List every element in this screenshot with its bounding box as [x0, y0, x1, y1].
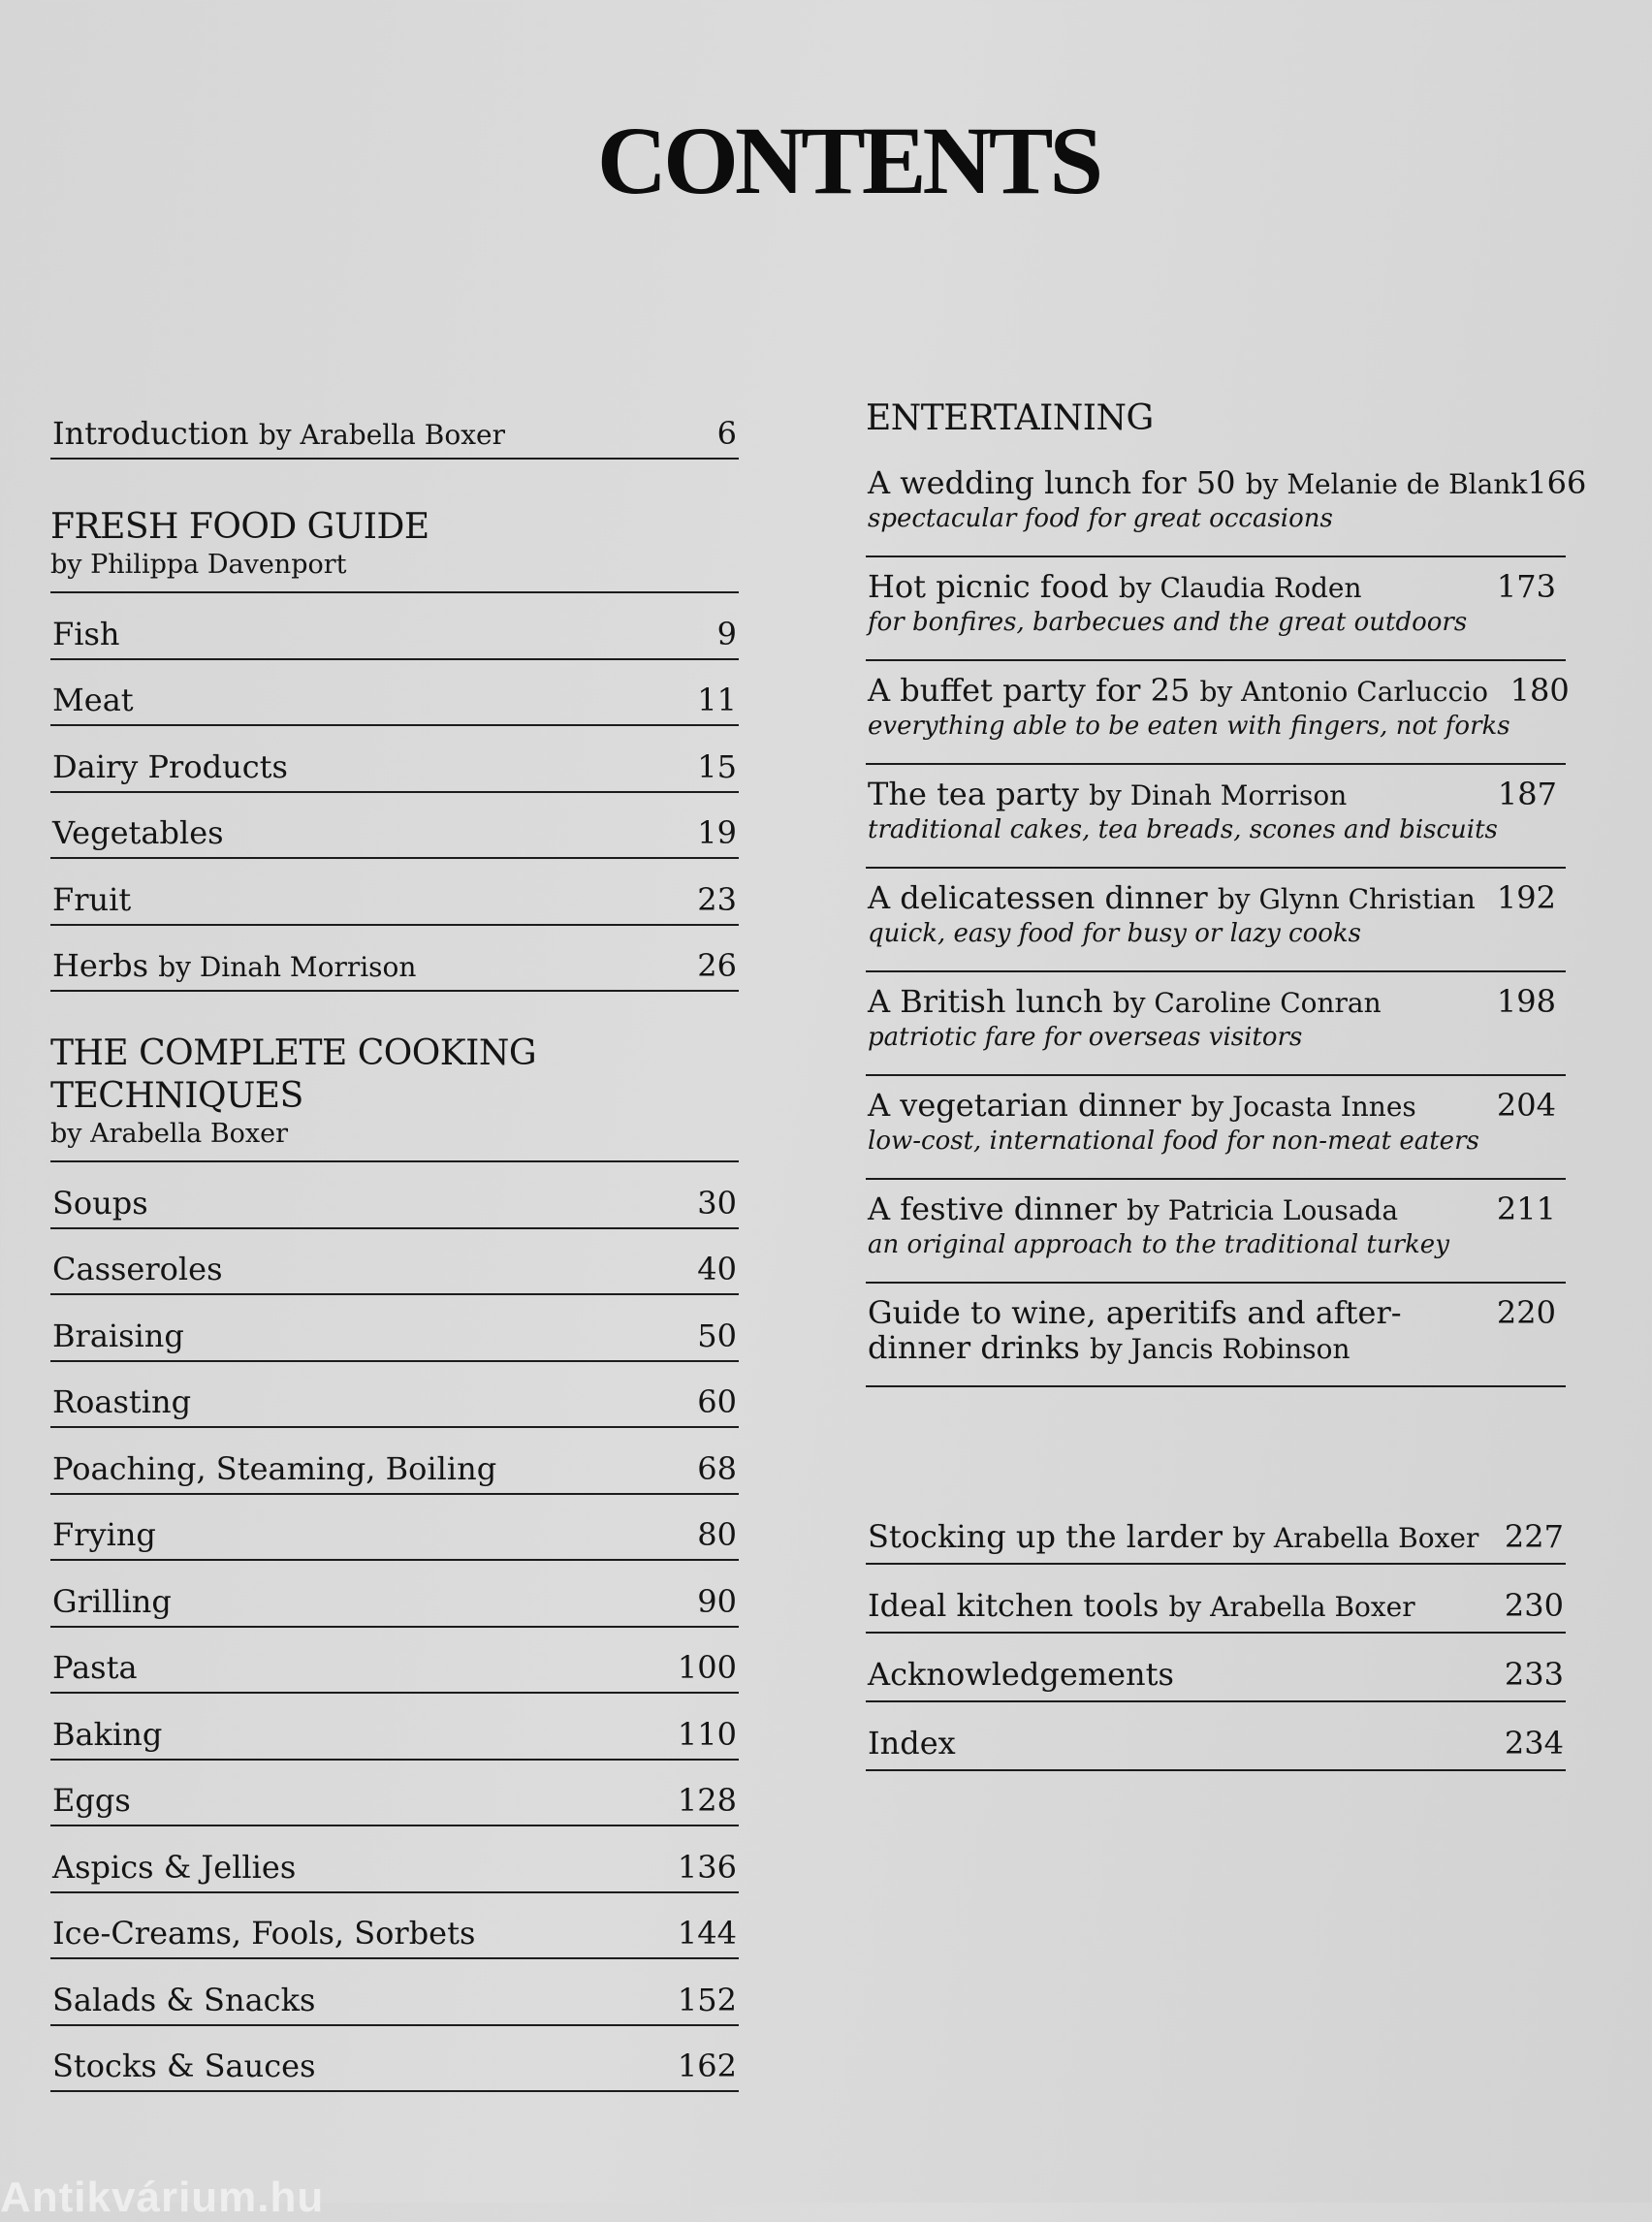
page-number: 80	[697, 1516, 737, 1553]
page-number: 152	[677, 1981, 737, 2018]
entry-title: Herbs	[52, 947, 149, 984]
toc-entry[interactable]	[50, 1628, 739, 1695]
entry-title: Stocking up the larder	[868, 1518, 1223, 1555]
page-number: 60	[697, 1383, 737, 1420]
entry-title: Ice-Creams, Fools, Sorbets	[52, 1915, 476, 1952]
entry-title: Acknowledgements	[868, 1656, 1174, 1693]
toc-entry[interactable]	[50, 1162, 739, 1229]
section-author: by Arabella Boxer	[50, 1119, 289, 1149]
toc-entry[interactable]	[50, 1694, 739, 1761]
entry-author: by Dinah Morrison	[1089, 779, 1348, 811]
page-number: 40	[697, 1251, 737, 1287]
section-heading: FRESH FOOD GUIDE	[50, 507, 429, 547]
page-number: 50	[697, 1317, 737, 1354]
page-number: 233	[1504, 1656, 1564, 1693]
toc-entry[interactable]	[50, 1761, 739, 1827]
toc-entry[interactable]	[50, 593, 739, 660]
toc-entry-entertaining[interactable]	[866, 454, 1587, 557]
entry-title: Hot picnic food	[868, 568, 1109, 605]
entry-title: Eggs	[52, 1782, 131, 1819]
page-number: 26	[697, 947, 737, 984]
entry-title: Frying	[52, 1516, 156, 1553]
page-number: 204	[1496, 1087, 1556, 1124]
watermark: Antikvárium.hu	[0, 2174, 325, 2221]
toc-entry[interactable]	[50, 1362, 739, 1429]
toc-entry-entertaining[interactable]	[866, 1076, 1566, 1180]
entry-title: A vegetarian dinner	[868, 1087, 1182, 1124]
toc-entry[interactable]	[50, 1428, 739, 1495]
entry-title: Aspics & Jellies	[52, 1848, 297, 1886]
entry-title: Fruit	[52, 880, 132, 918]
page-number: 227	[1504, 1518, 1564, 1555]
entry-author: by Antonio Carluccio	[1199, 676, 1488, 708]
page-number: 100	[677, 1649, 737, 1686]
page-number: 144	[677, 1915, 737, 1952]
toc-entry-entertaining[interactable]	[866, 661, 1570, 765]
toc-entry-entertaining[interactable]	[866, 765, 1566, 869]
toc-entry-entertaining[interactable]	[866, 557, 1566, 661]
entry-title: A delicatessen dinner	[868, 879, 1208, 916]
page-number: 6	[716, 415, 737, 452]
toc-entry[interactable]	[50, 1959, 739, 2026]
right-column	[866, 397, 1587, 1771]
page-number: 192	[1496, 879, 1556, 916]
entry-author: by Dinah Morrison	[158, 951, 417, 983]
entry-title: Guide to wine, aperitifs and after-dinner drinks	[868, 1294, 1402, 1366]
page-number: 9	[716, 615, 737, 652]
entry-title: Poaching, Steaming, Boiling	[52, 1449, 497, 1487]
entry-title: Vegetables	[52, 814, 224, 851]
page-number: 11	[697, 682, 737, 718]
page-number: 90	[697, 1582, 737, 1620]
entry-title: Introduction	[52, 415, 249, 452]
toc-entry[interactable]	[50, 1561, 739, 1628]
entry-title: A festive dinner	[868, 1190, 1117, 1227]
entry-title: A British lunch	[868, 983, 1103, 1020]
page-number: 30	[697, 1184, 737, 1222]
entry-title: Fish	[52, 615, 120, 652]
page-number: 173	[1496, 568, 1556, 605]
entry-description: quick, easy food for busy or lazy cooks	[868, 919, 1362, 948]
entry-author: by Arabella Boxer	[1168, 1591, 1415, 1623]
entry-title: Ideal kitchen tools	[868, 1587, 1160, 1624]
page-title: CONTENTS	[596, 107, 1100, 214]
page-number: 166	[1527, 464, 1587, 501]
page-number: 68	[697, 1449, 737, 1487]
toc-entry[interactable]	[866, 1702, 1566, 1771]
toc-entry-entertaining[interactable]	[866, 869, 1566, 972]
entry-author: by Jocasta Innes	[1191, 1091, 1416, 1123]
toc-entry-entertaining[interactable]	[866, 972, 1566, 1076]
entry-description: patriotic fare for overseas visitors	[868, 1023, 1303, 1052]
left-column	[50, 397, 739, 2092]
entry-title: Baking	[52, 1715, 163, 1753]
toc-entry[interactable]	[50, 859, 739, 926]
entry-author: by Patricia Lousada	[1127, 1194, 1399, 1226]
entry-title: Braising	[52, 1317, 184, 1354]
page-number: 198	[1496, 983, 1556, 1020]
toc-entry[interactable]	[50, 1826, 739, 1893]
toc-entry-entertaining[interactable]	[866, 1180, 1566, 1284]
page-number: 19	[697, 814, 737, 851]
entry-author: by Jancis Robinson	[1089, 1333, 1350, 1365]
toc-entry[interactable]	[50, 1893, 739, 1960]
toc-entry[interactable]	[50, 660, 739, 727]
entry-title: The tea party	[868, 776, 1079, 812]
page-number: 162	[677, 2047, 737, 2084]
entry-author: by Arabella Boxer	[1232, 1522, 1479, 1554]
page-number: 136	[677, 1848, 737, 1886]
entry-title: Grilling	[52, 1582, 172, 1620]
entry-description: traditional cakes, tea breads, scones and biscuits	[868, 815, 1498, 844]
entry-description: spectacular food for great occasions	[868, 504, 1333, 533]
entry-description: everything able to be eaten with fingers, not forks	[868, 712, 1510, 741]
entry-title: Dairy Products	[52, 747, 288, 785]
section-author: by Philippa Davenport	[50, 550, 347, 580]
fresh-food-list	[50, 593, 739, 992]
toc-entry[interactable]	[866, 1634, 1566, 1702]
entry-title: Meat	[52, 682, 134, 718]
page-number: 128	[677, 1782, 737, 1819]
entry-title: Roasting	[52, 1383, 192, 1420]
section-heading: THE COMPLETE COOKING TECHNIQUES	[50, 1033, 537, 1116]
entry-author: by Caroline Conran	[1112, 987, 1382, 1019]
toc-entry[interactable]	[50, 1229, 739, 1296]
entry-title: Salads & Snacks	[52, 1981, 316, 2018]
page-number: 230	[1504, 1587, 1564, 1624]
entry-description: low-cost, international food for non-meat eaters	[868, 1127, 1479, 1156]
entry-title: A wedding lunch for 50	[868, 464, 1236, 501]
page-number: 180	[1509, 672, 1570, 709]
page-number: 110	[677, 1715, 737, 1753]
page-number: 220	[1496, 1294, 1556, 1331]
extras-list	[866, 1496, 1566, 1771]
toc-entry-wine-guide[interactable]	[866, 1284, 1566, 1387]
cooking-techniques-list	[50, 1162, 739, 2092]
entry-author: by Melanie de Blank	[1245, 468, 1528, 500]
entry-title: Stocks & Sauces	[52, 2047, 316, 2084]
entry-description: for bonfires, barbecues and the great outdoors	[868, 608, 1468, 637]
toc-entry[interactable]	[866, 1496, 1566, 1565]
section-complete-cooking-techniques	[50, 1032, 739, 1162]
page-number: 15	[697, 747, 737, 785]
toc-entry[interactable]	[50, 793, 739, 860]
section-fresh-food-guide	[50, 506, 739, 593]
page-number: 211	[1496, 1190, 1556, 1227]
toc-entry[interactable]	[50, 2026, 739, 2093]
toc-entry[interactable]	[50, 926, 739, 993]
entry-title: Pasta	[52, 1649, 138, 1686]
section-heading-entertaining: ENTERTAINING	[866, 398, 1154, 438]
toc-entry[interactable]	[50, 1495, 739, 1562]
page-number: 187	[1497, 776, 1557, 812]
entry-author: by Claudia Roden	[1118, 572, 1362, 604]
entry-author: by Arabella Boxer	[258, 419, 505, 451]
toc-entry[interactable]	[866, 1565, 1566, 1634]
entry-title: A buffet party for 25	[868, 672, 1191, 709]
toc-entry[interactable]	[50, 726, 739, 793]
toc-entry[interactable]	[50, 1295, 739, 1362]
page-number: 234	[1504, 1725, 1564, 1762]
toc-entry-introduction[interactable]	[50, 397, 739, 460]
entry-author: by Glynn Christian	[1217, 883, 1476, 915]
entry-title: Casseroles	[52, 1251, 223, 1287]
entry-title: Index	[868, 1725, 956, 1762]
entry-title: Soups	[52, 1184, 148, 1222]
entry-description: an original approach to the traditional turkey	[868, 1230, 1449, 1259]
page-number: 23	[697, 880, 737, 918]
